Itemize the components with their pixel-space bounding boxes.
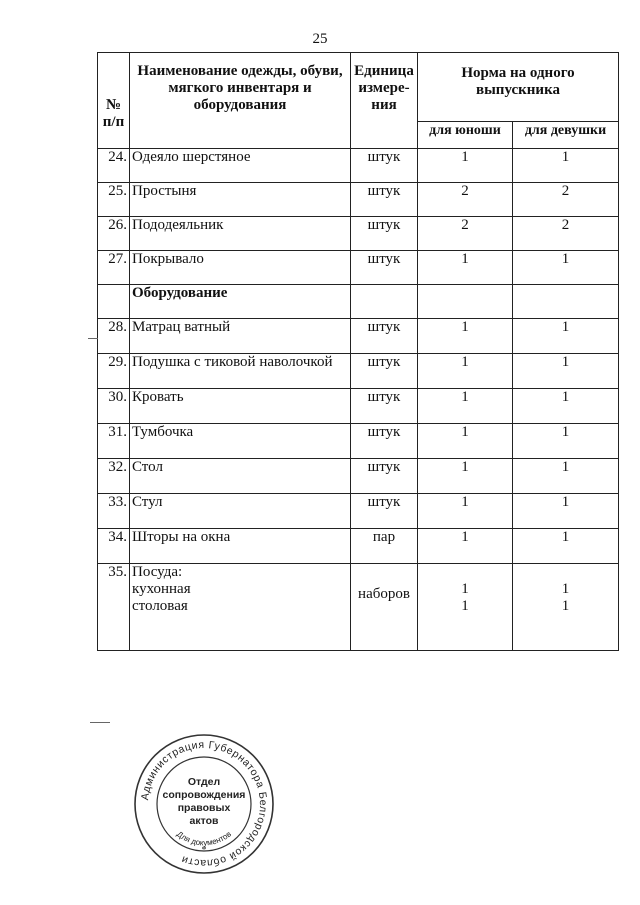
item-number: 31. (98, 424, 130, 459)
item-name: Простыня (130, 183, 351, 217)
item-name (130, 564, 351, 651)
boys-value: 1 (418, 354, 513, 389)
table-row (98, 319, 619, 354)
stamp-line-2: сопровождения (162, 789, 246, 801)
stamp-outer-text: Администрация Губернатора Белгородской области (139, 738, 270, 870)
table-row (98, 529, 619, 564)
table-body (98, 149, 619, 651)
girls-value: 1 (513, 424, 619, 459)
table-row (98, 389, 619, 424)
boys-value: 1 (418, 494, 513, 529)
item-name: Стол (130, 459, 351, 494)
header-boys: для юноши (418, 122, 513, 149)
header-norm: Норма на одного выпускника (418, 53, 619, 122)
girls-value: 1 (513, 149, 619, 183)
girls-value: 1 (513, 494, 619, 529)
item-unit: штук (351, 424, 418, 459)
girls-value: 1 (513, 319, 619, 354)
boys-value: 1 (418, 459, 513, 494)
girls-value (513, 564, 619, 651)
boys-value: 1 (418, 424, 513, 459)
stamp-bottom-text: Для документов (175, 829, 233, 848)
item-name: Кровать (130, 389, 351, 424)
norms-table (97, 52, 619, 651)
section-title: Оборудование (130, 285, 351, 319)
item-number: 34. (98, 529, 130, 564)
item-unit: штук (351, 354, 418, 389)
item-unit: наборов (351, 564, 418, 651)
item-unit: штук (351, 217, 418, 251)
item-number: 28. (98, 319, 130, 354)
table-row (98, 459, 619, 494)
item-unit: штук (351, 459, 418, 494)
stamp-line-4: актов (189, 815, 219, 827)
item-name-line: Посуда: (132, 564, 183, 580)
item-name: Матрац ватный (130, 319, 351, 354)
table-row (98, 564, 619, 651)
item-number: 27. (98, 251, 130, 285)
item-number: 35. (98, 564, 130, 651)
table-row (98, 251, 619, 285)
item-unit: штук (351, 251, 418, 285)
girls-value: 2 (513, 217, 619, 251)
item-number: 25. (98, 183, 130, 217)
item-unit: штук (351, 183, 418, 217)
table-row (98, 354, 619, 389)
boys-value: 1 (418, 149, 513, 183)
item-number: 32. (98, 459, 130, 494)
stamp-line-1: Отдел (187, 776, 221, 788)
item-name: Покрывало (130, 251, 351, 285)
item-name: Подушка с тиковой наволочкой (130, 354, 351, 389)
boys-value-line: 1 (461, 598, 469, 614)
header-unit: Единица измере-ния (351, 53, 418, 149)
stamp-star-icon: * (201, 845, 207, 856)
margin-mark (90, 722, 110, 723)
item-number: 24. (98, 149, 130, 183)
header-name: Наименование одежды, обуви, мягкого инвентаря и оборудования (130, 53, 351, 149)
girls-value: 1 (513, 251, 619, 285)
table-row (98, 183, 619, 217)
header-num: № п/п (98, 53, 130, 149)
boys-value: 1 (418, 319, 513, 354)
girls-value: 1 (513, 459, 619, 494)
boys-value: 1 (418, 529, 513, 564)
girls-value: 1 (513, 389, 619, 424)
boys-value: 2 (418, 217, 513, 251)
item-name: Стул (130, 494, 351, 529)
girls-value-line: 1 (561, 598, 570, 614)
margin-mark (88, 338, 98, 339)
boys-value (418, 564, 513, 651)
item-name: Тумбочка (130, 424, 351, 459)
item-number: 29. (98, 354, 130, 389)
item-unit: пар (351, 529, 418, 564)
table-row (98, 217, 619, 251)
item-name-line: кухонная (132, 581, 191, 597)
girls-value-line: 1 (561, 581, 570, 597)
item-number: 33. (98, 494, 130, 529)
page-number: 25 (312, 31, 328, 47)
girls-value: 2 (513, 183, 619, 217)
item-unit: штук (351, 494, 418, 529)
header-girls: для девушки (513, 122, 619, 149)
girls-cell (513, 285, 619, 319)
girls-value: 1 (513, 529, 619, 564)
table-row (98, 494, 619, 529)
boys-cell (418, 285, 513, 319)
item-name: Одеяло шерстяное (130, 149, 351, 183)
boys-value: 2 (418, 183, 513, 217)
item-name-line: столовая (132, 598, 188, 614)
item-unit: штук (351, 149, 418, 183)
section-row (98, 285, 619, 319)
num-cell (98, 285, 130, 319)
item-name: Пододеяльник (130, 217, 351, 251)
item-number: 30. (98, 389, 130, 424)
item-name: Шторы на окна (130, 529, 351, 564)
item-unit: штук (351, 319, 418, 354)
unit-cell (351, 285, 418, 319)
girls-value: 1 (513, 354, 619, 389)
item-unit: штук (351, 389, 418, 424)
table-row (98, 424, 619, 459)
stamp-line-3: правовых (177, 802, 231, 814)
office-stamp (133, 733, 275, 875)
boys-value: 1 (418, 389, 513, 424)
item-number: 26. (98, 217, 130, 251)
boys-value-line: 1 (461, 581, 469, 597)
boys-value: 1 (418, 251, 513, 285)
table-row (98, 149, 619, 183)
